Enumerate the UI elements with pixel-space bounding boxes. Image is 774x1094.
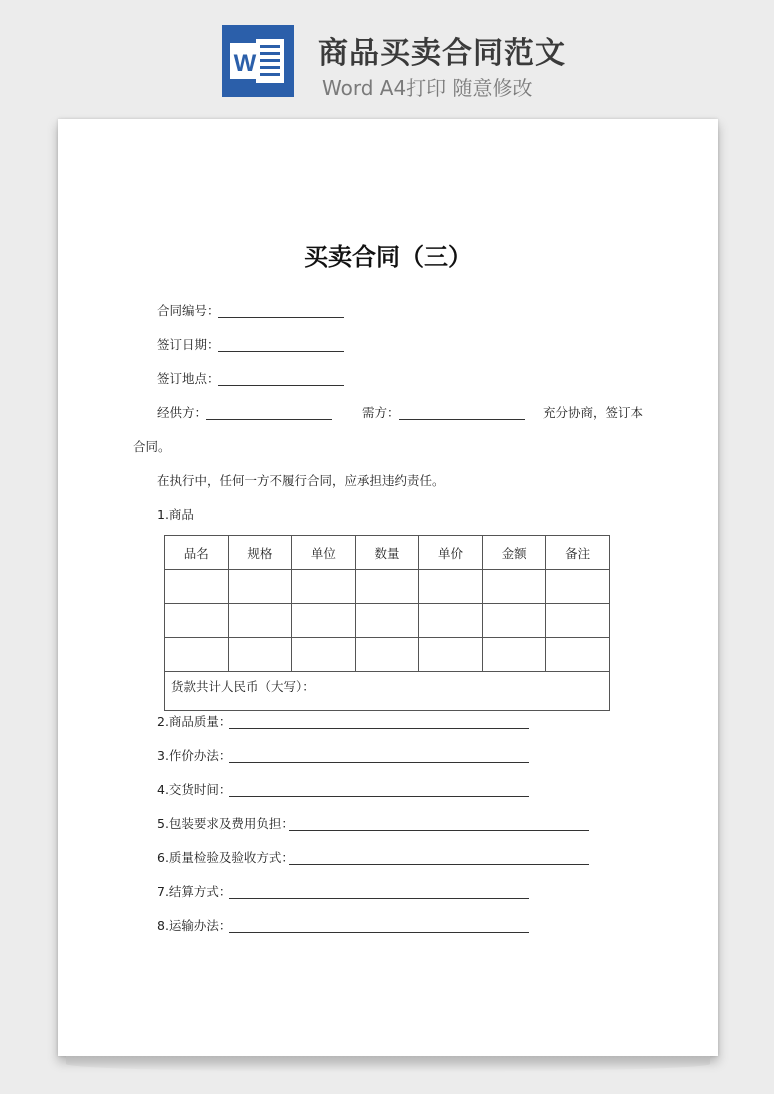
column-header: 规格 xyxy=(228,536,292,570)
sign-date-label: 签订日期： xyxy=(157,337,220,352)
supplier-blank[interactable] xyxy=(206,419,332,420)
table-cell[interactable] xyxy=(292,570,356,604)
table-cell[interactable] xyxy=(546,604,610,638)
table-cell[interactable] xyxy=(228,570,292,604)
clause-inspection: 6.质量检验及验收方式： xyxy=(157,850,294,865)
clause-transport-blank[interactable] xyxy=(229,932,529,933)
banner-subtitle: Word A4打印 随意修改 xyxy=(322,76,533,100)
column-header: 品名 xyxy=(165,536,229,570)
clause-pricing: 3.作价办法： xyxy=(157,748,232,763)
clause-delivery-time: 4.交货时间： xyxy=(157,782,232,797)
table-cell[interactable] xyxy=(292,604,356,638)
table-cell[interactable] xyxy=(482,604,546,638)
buyer-blank[interactable] xyxy=(399,419,525,420)
column-header: 数量 xyxy=(355,536,419,570)
clause-transport: 8.运输办法： xyxy=(157,918,232,933)
word-icon-letter: W xyxy=(233,50,257,77)
supplier-label: 经供方： xyxy=(157,405,208,420)
table-cell[interactable] xyxy=(228,604,292,638)
contract-number-blank[interactable] xyxy=(218,317,344,318)
table-cell[interactable] xyxy=(482,570,546,604)
table-cell[interactable] xyxy=(355,570,419,604)
column-header: 单位 xyxy=(292,536,356,570)
table-cell[interactable] xyxy=(546,570,610,604)
clause-settlement-blank[interactable] xyxy=(229,898,529,899)
banner-title: 商品买卖合同范文 xyxy=(318,36,566,71)
table-cell[interactable] xyxy=(165,570,229,604)
table-cell[interactable] xyxy=(419,570,483,604)
banner xyxy=(0,0,774,110)
sign-place-blank[interactable] xyxy=(218,385,344,386)
document-page xyxy=(58,119,718,1056)
breach-clause: 在执行中，任何一方不履行合同，应承担违约责任。 xyxy=(157,473,445,488)
clause-quality: 2.商品质量： xyxy=(157,714,232,729)
table-cell[interactable] xyxy=(228,638,292,672)
table-cell[interactable] xyxy=(165,638,229,672)
table-row xyxy=(165,570,610,604)
table-cell[interactable] xyxy=(355,604,419,638)
table-cell[interactable] xyxy=(165,604,229,638)
total-amount-label[interactable]: 货款共计人民币（大写）： xyxy=(165,672,610,711)
column-header: 备注 xyxy=(546,536,610,570)
column-header: 金额 xyxy=(482,536,546,570)
clause-pricing-blank[interactable] xyxy=(229,762,529,763)
clause-quality-blank[interactable] xyxy=(229,728,529,729)
table-row xyxy=(165,604,610,638)
table-cell[interactable] xyxy=(419,604,483,638)
goods-heading: 1.商品 xyxy=(157,507,194,522)
table-row xyxy=(165,638,610,672)
column-header: 单价 xyxy=(419,536,483,570)
agreement-text: 充分协商，签订本 xyxy=(543,405,644,420)
sign-place-label: 签订地点： xyxy=(157,371,220,386)
document-title: 买卖合同（三） xyxy=(304,243,472,271)
table-cell[interactable] xyxy=(546,638,610,672)
contract-number-label: 合同编号： xyxy=(157,303,220,318)
clause-inspection-blank[interactable] xyxy=(289,864,589,865)
clause-packaging-blank[interactable] xyxy=(289,830,589,831)
table-cell[interactable] xyxy=(482,638,546,672)
table-cell[interactable] xyxy=(355,638,419,672)
word-icon xyxy=(222,25,294,97)
table-cell[interactable] xyxy=(292,638,356,672)
sign-date-blank[interactable] xyxy=(218,351,344,352)
table-total-row xyxy=(165,672,610,711)
goods-table xyxy=(164,535,610,711)
table-header-row xyxy=(165,536,610,570)
page-shadow xyxy=(66,1056,710,1072)
table-cell[interactable] xyxy=(419,638,483,672)
clause-delivery-time-blank[interactable] xyxy=(229,796,529,797)
agreement-text-end: 合同。 xyxy=(133,439,171,454)
buyer-label: 需方： xyxy=(362,405,400,420)
clause-settlement: 7.结算方式： xyxy=(157,884,232,899)
clause-packaging: 5.包装要求及费用负担： xyxy=(157,816,294,831)
